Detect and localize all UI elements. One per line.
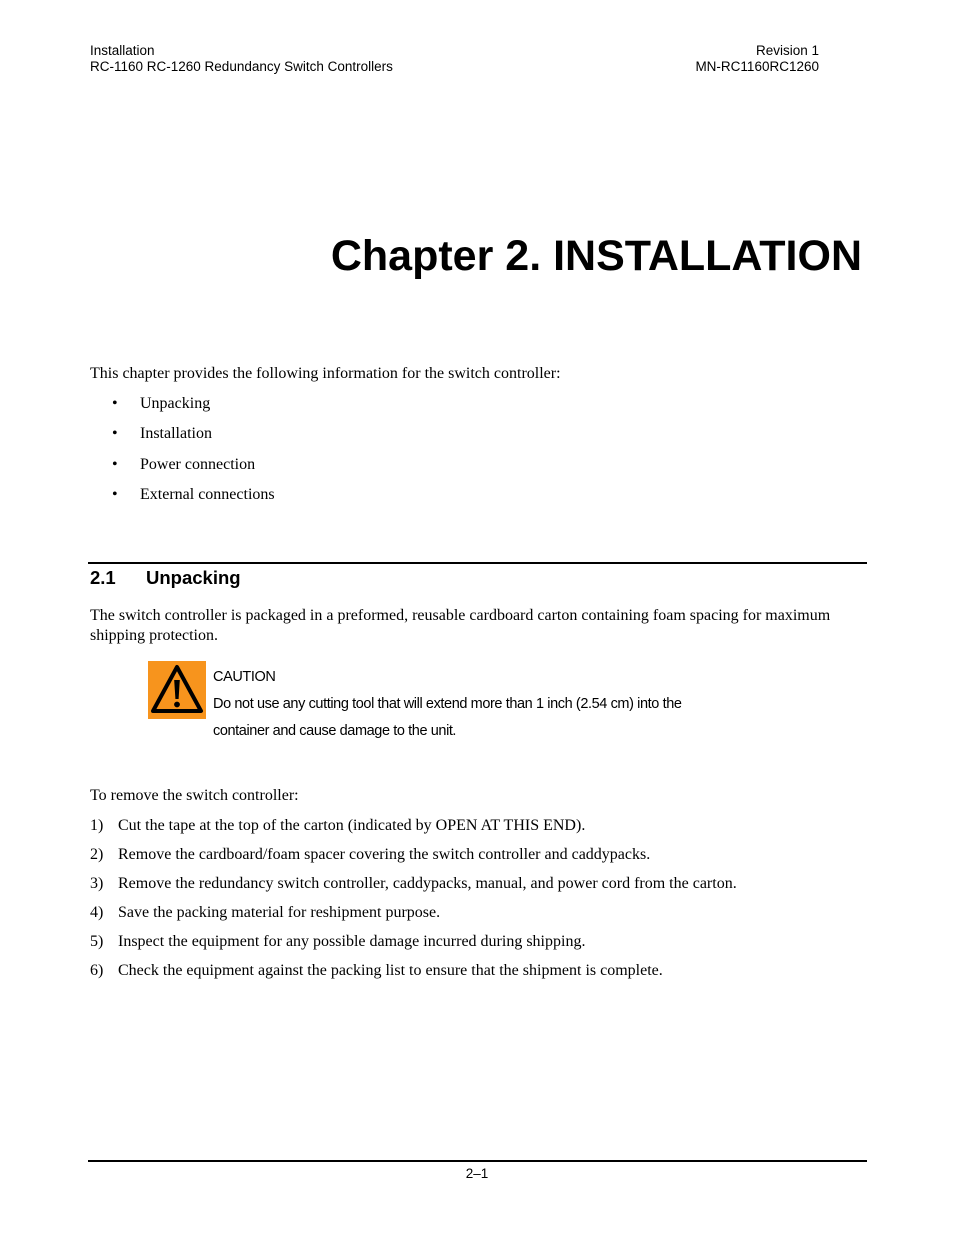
bullet-icon: • [112, 395, 118, 412]
step-number: 5) [90, 933, 104, 950]
section-number: 2.1 [90, 567, 116, 588]
list-item [90, 394, 275, 414]
step-number: 6) [90, 962, 104, 979]
list-item-text: Power connection [140, 455, 256, 473]
step-text: Inspect the equipment for any possible damage incurred during shipping. [118, 933, 586, 950]
step-text: Check the equipment against the packing list to ensure that the shipment is complete. [118, 962, 663, 979]
caution-line-2-text: container and cause damage to the unit [213, 723, 453, 739]
section-heading [90, 566, 241, 590]
list-item [90, 485, 275, 505]
list-item [90, 932, 737, 952]
caution-line-1: Do not use any cutting tool that will extend more than 1 inch (2.54 cm) into the [213, 696, 682, 712]
list-item-text: Installation [140, 425, 212, 443]
bullet-icon: • [112, 455, 118, 473]
list-item [90, 845, 737, 865]
removal-steps-list [90, 816, 737, 990]
intro-bullet-list [90, 394, 275, 515]
header-product-name: RC-1160 RC-1260 Redundancy Switch Controllers [90, 59, 393, 74]
bullet-icon: • [112, 425, 118, 443]
intro-paragraph: This chapter provides the following information for the switch controller: [90, 365, 561, 382]
step-number: 2) [90, 846, 104, 863]
header-document-number: MN-RC1160RC1260 [695, 59, 819, 74]
chapter-title: Chapter 2. INSTALLATION [330, 232, 862, 280]
list-item [90, 816, 737, 836]
list-item [90, 961, 737, 981]
list-item [90, 455, 275, 475]
page-header-left [90, 43, 393, 75]
caution-message [213, 664, 682, 745]
bullet-icon: • [112, 485, 118, 503]
section-title: Unpacking [146, 567, 241, 588]
step-number: 3) [90, 875, 104, 892]
step-text: Cut the tape at the top of the carton (indicated by OPEN AT THIS END). [118, 817, 586, 834]
section-paragraph: The switch controller is packaged in a preformed, reusable cardboard carton containing foam spacing for maximum shipping protection. [90, 607, 831, 644]
list-item [90, 874, 737, 894]
step-text: Remove the cardboard/foam spacer covering the switch controller and caddypacks. [118, 846, 651, 863]
step-text: Save the packing material for reshipment purpose. [118, 904, 441, 921]
list-item [90, 903, 737, 923]
page-header-right [695, 43, 819, 75]
step-number: 1) [90, 817, 104, 834]
step-number: 4) [90, 904, 104, 921]
removal-intro: To remove the switch controller: [90, 787, 299, 804]
list-item-text: External connections [140, 485, 275, 503]
caution-line-2 [213, 718, 682, 745]
page-number: 2–1 [465, 1166, 489, 1181]
section-divider [88, 562, 867, 564]
list-item-text: Unpacking [140, 395, 211, 412]
list-item [90, 424, 275, 444]
caution-line-2-end: . [452, 723, 457, 739]
warning-triangle-icon [148, 661, 206, 719]
header-revision: Revision 1 [755, 43, 819, 58]
caution-label: CAUTION [213, 669, 276, 685]
header-section-name: Installation [90, 43, 155, 58]
footer-divider [88, 1160, 867, 1162]
step-text: Remove the redundancy switch controller, caddypacks, manual, and power cord from the carton. [118, 875, 737, 892]
